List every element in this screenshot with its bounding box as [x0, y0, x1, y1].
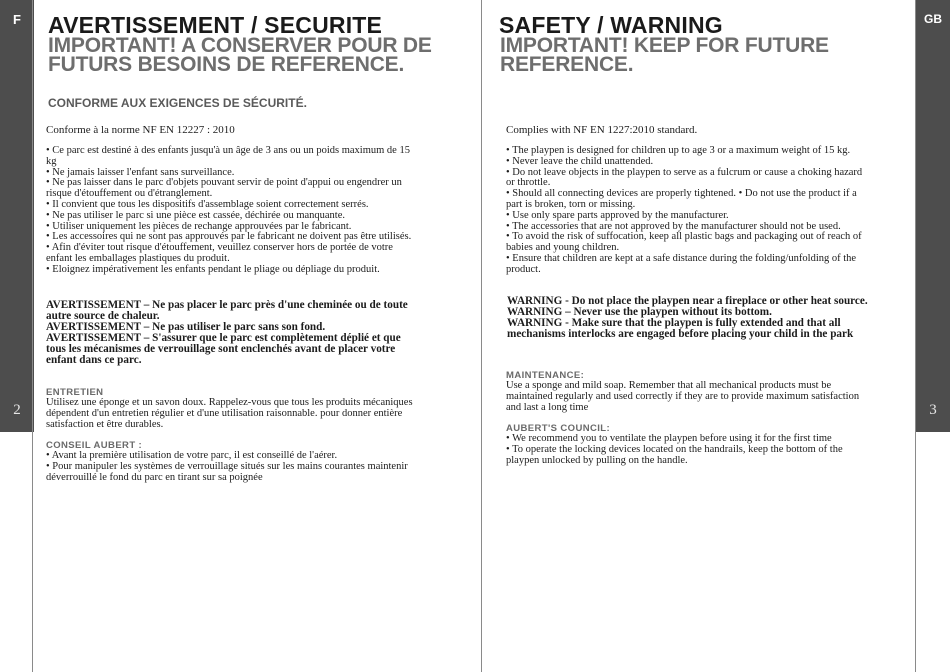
list-item: • Ne pas utiliser le parc si une pièce est cassée, déchirée ou manquante.: [46, 209, 346, 221]
warning-block: [507, 296, 869, 340]
list-item: • Avant la première utilisation de votre parc, il est conseillé de l'aérer.: [46, 450, 338, 461]
conformity-heading: CONFORME AUX EXIGENCES DE SÉCURITÉ.: [48, 96, 307, 110]
page-divider: [915, 0, 916, 672]
council-heading: AUBERT'S COUNCIL:: [506, 423, 611, 434]
maintenance-heading: ENTRETIEN: [46, 387, 104, 398]
standard-statement: Complies with NF EN 1227:2010 standard.: [506, 124, 698, 136]
warning-item: WARNING - Do not place the playpen near a fireplace or other heat source.: [507, 295, 868, 307]
list-item: • Utiliser uniquement les pièces de rechange approuvées par le fabricant.: [46, 220, 352, 232]
council-heading: CONSEIL AUBERT :: [46, 440, 143, 451]
safety-list: [46, 146, 420, 276]
language-tab-english: [916, 0, 950, 432]
list-item: • To avoid the risk of suffocation, keep all plastic bags and packaging out of reach of babies and young children.: [506, 231, 862, 254]
page-number: 2: [13, 402, 21, 418]
warning-item: WARNING – Never use the playpen without its bottom.: [507, 306, 772, 318]
standard-statement: Conforme à la norme NF EN 12227 : 2010: [46, 124, 235, 136]
maintenance-heading: MAINTENANCE:: [506, 370, 585, 381]
list-item: • Afin d'éviter tout risque d'étouffement, veuillez conserver hors de portée de votre enfant les emballages plastiques du produit.: [46, 242, 393, 264]
list-item: • Pour manipuler les systèmes de verrouillage situés sur les mains courantes maintenir déverrouillé le fond du parc en tirant sur sa poignée: [46, 460, 408, 483]
list-item: • The playpen is designed for children up to age 3 or a maximum weight of 15 kg.: [506, 145, 851, 156]
council-list: [46, 451, 420, 483]
list-item: • Les accessoires qui ne sont pas approuvés par le fabricant ne doivent pas être utilisés.: [46, 231, 412, 243]
list-item: • Eloignez impérativement les enfants pendant le pliage ou dépliage du produit.: [46, 263, 380, 275]
page-number: 3: [929, 402, 937, 418]
maintenance-text: Utilisez une éponge et un savon doux. Rappelez-vous que tous les produits mécaniques dépendent d'un entretien régulier et d'une utilisation raisonnable. pour donner entière satisfaction et être durables.: [46, 397, 413, 430]
list-item: • Ne jamais laisser l'enfant sans surveillance.: [46, 166, 235, 178]
warning-item: AVERTISSEMENT – Ne pas utiliser le parc sans son fond.: [46, 321, 326, 333]
maintenance-text: Use a sponge and mild soap. Remember that all mechanical products must be maintained regularly and used correctly if they are to provide maximum satisfaction and last a long time: [506, 380, 860, 413]
list-item: • The accessories that are not approved by the manufacturer should not be used.: [506, 220, 841, 232]
page-divider: [32, 0, 33, 672]
page-subtitle: IMPORTANT! A CONSERVER POUR DE FUTURS BESOINS DE REFERENCE.: [48, 34, 432, 76]
list-item: • Should all connecting devices are properly tightened. • Do not use the product if a part is broken, torn or missing.: [506, 188, 857, 210]
language-code: F: [13, 12, 21, 27]
list-item: • We recommend you to ventilate the playpen before using it for the first time: [506, 433, 832, 444]
list-item: • Ne pas laisser dans le parc d'objets pouvant servir de point d'appui ou engendrer un risque d'étouffement ou d'étranglement.: [46, 177, 402, 200]
warning-item: AVERTISSEMENT – Ne pas placer le parc près d'une cheminée ou de toute autre source de chaleur.: [46, 299, 408, 322]
list-item: • Ce parc est destiné à des enfants jusqu'à un âge de 3 ans ou un poids maximum de 15 kg: [46, 145, 410, 167]
list-item: • Use only spare parts approved by the manufacturer.: [506, 209, 729, 221]
council-list: [506, 434, 868, 466]
warning-block: [46, 300, 408, 366]
language-code: GB: [924, 12, 942, 26]
page-title: SAFETY / WARNING: [499, 12, 723, 38]
list-item: • Ensure that children are kept at a safe distance during the folding/unfolding of the product.: [506, 252, 857, 275]
safety-list: [506, 146, 868, 276]
list-item: • To operate the locking devices located on the handrails, keep the bottom of the playpen unlocked by pulling on the handle.: [506, 443, 843, 466]
page-divider: [481, 0, 482, 672]
page-title: AVERTISSEMENT / SECURITE: [48, 12, 383, 38]
language-tab-french: [0, 0, 34, 432]
warning-item: WARNING - Make sure that the playpen is fully extended and that all mechanisms interlocks are engaged before placing your child in the park: [507, 317, 854, 340]
list-item: • Never leave the child unattended.: [506, 155, 654, 167]
list-item: • Do not leave objects in the playpen to serve as a fulcrum or cause a choking hazard or throttle.: [506, 166, 863, 189]
list-item: • Il convient que tous les dispositifs d'assemblage soient correctement serrés.: [46, 198, 369, 210]
page-subtitle: IMPORTANT! KEEP FOR FUTURE REFERENCE.: [500, 34, 829, 76]
warning-item: AVERTISSEMENT – S'assurer que le parc est complètement déplié et que tous les mécanismes de verrouillage sont enclenchés avant de placer votre enfant dans ce parc.: [46, 332, 401, 366]
